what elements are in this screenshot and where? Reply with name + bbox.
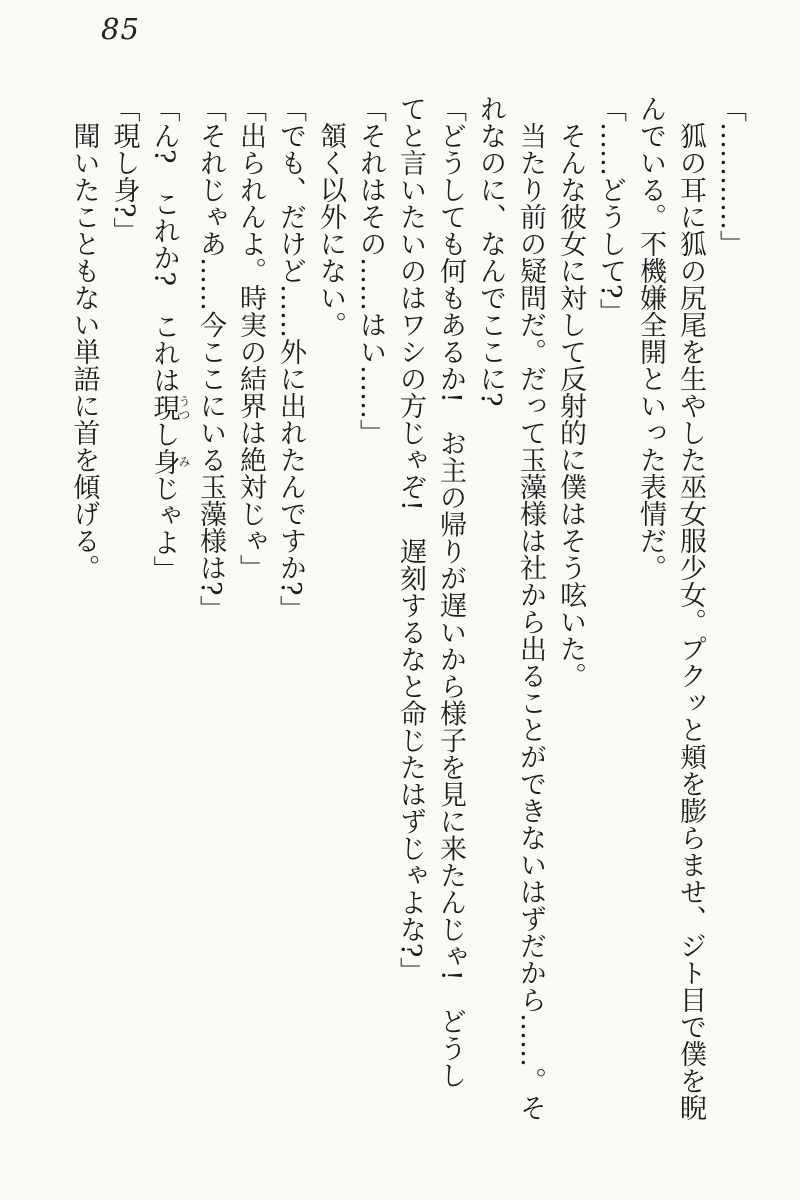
text-line: 狐の耳に狐の尻尾を生やした巫女服少女。プクッと頬を膨らませ、ジト目で僕を睨 (675, 122, 706, 1121)
text-line: 「現し身?」 (108, 95, 140, 245)
furigana: うつ (177, 393, 191, 421)
text-line: んでいる。不機嫌全開といった表情だ。 (635, 95, 666, 581)
text-line: 「…………」 (715, 95, 746, 257)
page-number: 85 (101, 12, 140, 46)
text-line: 当たり前の疑問だ。だって玉藻様は社から出ることができないはずだから……。そ (515, 122, 546, 1121)
text-line: 「それじゃあ……今ここにいる玉藻様は?」 (195, 95, 226, 623)
ruby-annotated-word: 現うつ (148, 393, 191, 421)
text-block (64, 95, 751, 1131)
text-line: 「ん? これか? これは現うつし身みじゃよ」 (148, 95, 191, 583)
text-line: れなのに、なんでここに? (475, 95, 506, 407)
text-line: 「それはその……はい……」 (355, 95, 386, 446)
text-line: 「出られんよ。時実の結界は絶対じゃ」 (235, 95, 266, 581)
text-line: 「でも、だけど……外に出れたんですか?」 (275, 95, 306, 623)
text-line: てと言いたいのはワシの方じゃぞ! 遅刻するなと命じたはずじゃよな?」 (395, 95, 426, 985)
text-line: 頷く以外にない。 (315, 122, 346, 338)
text-line: 聞いたこともない単語に首を傾げる。 (68, 122, 100, 581)
text-line: 「……どうして?」 (595, 95, 626, 326)
ruby-annotated-word: 身み (148, 447, 191, 475)
furigana: み (177, 447, 191, 475)
text-line: そんな彼女に対して反射的に僕はそう呟いた。 (555, 122, 586, 689)
text-line: 「どうしても何もあるか! お主の帰りが遅いから様子を見に来たんじゃ! どうし (435, 95, 466, 1089)
